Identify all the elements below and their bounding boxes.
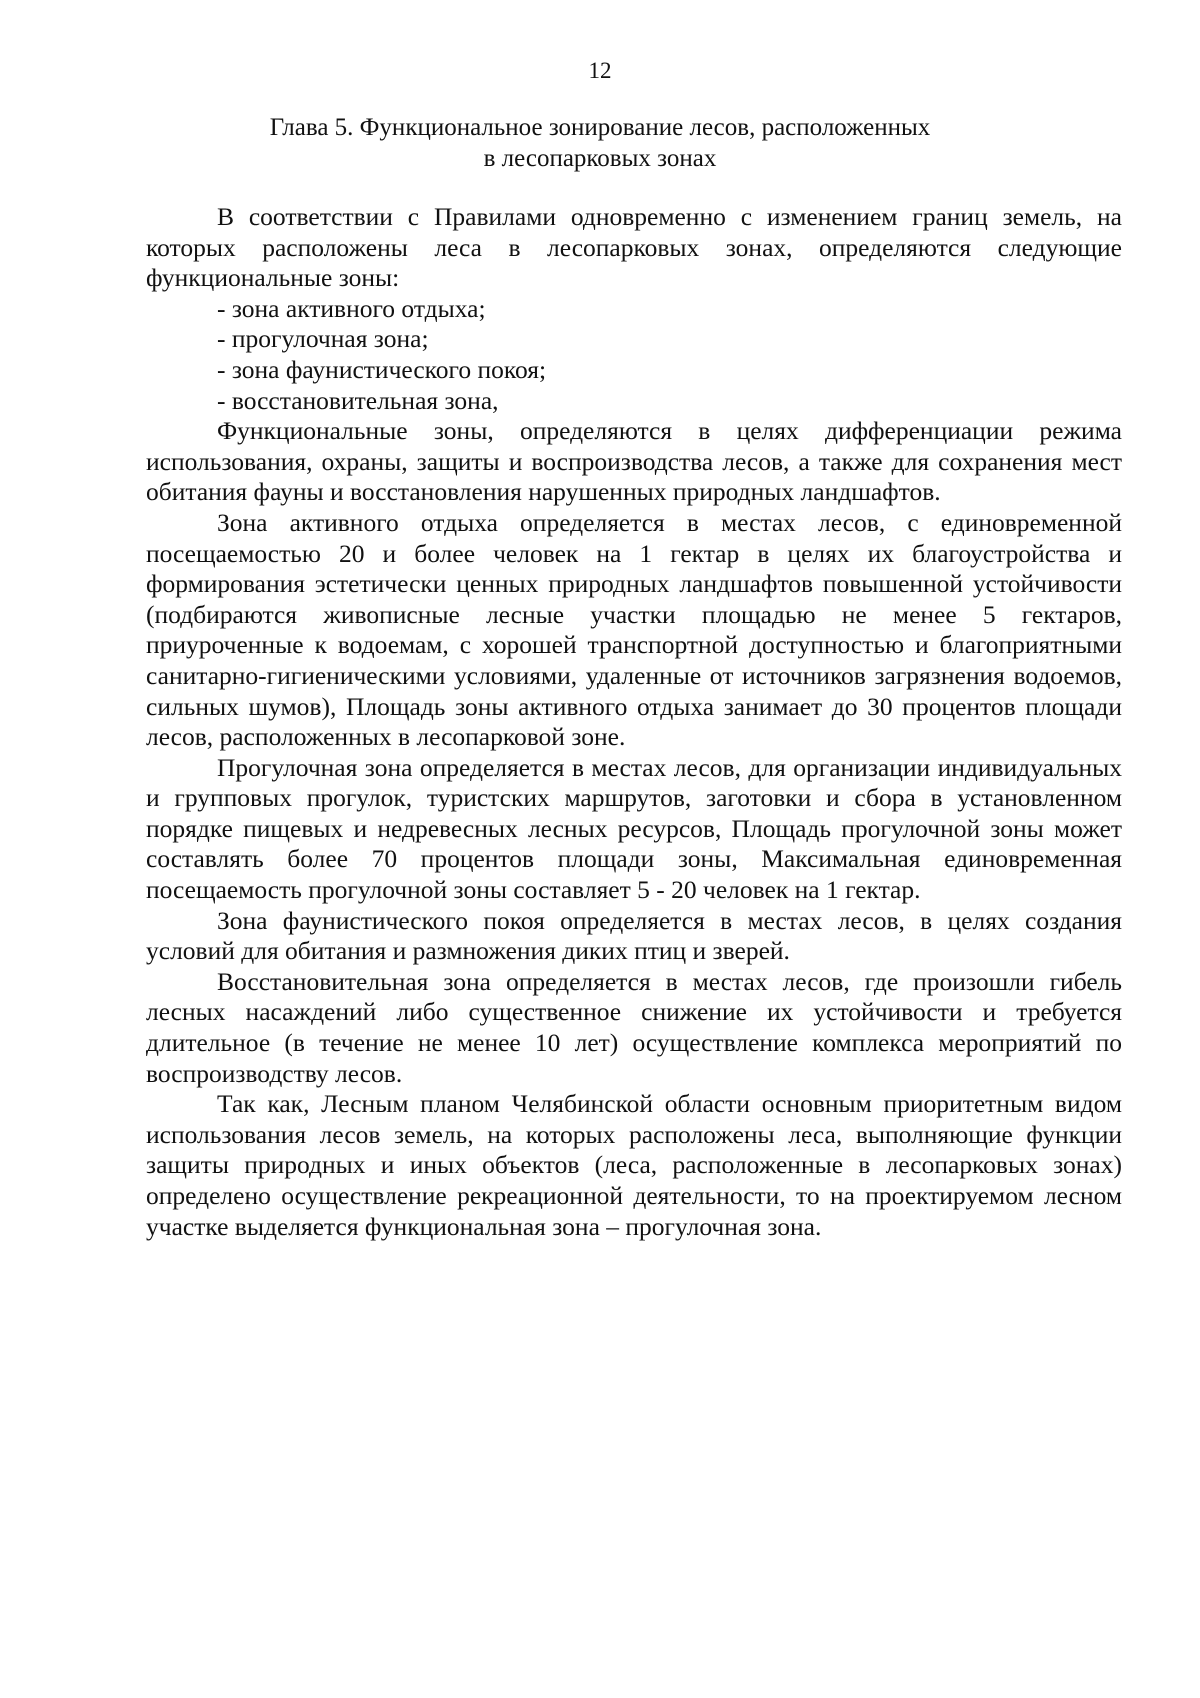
paragraph-active-rest-zone: Зона активного отдыха определяется в местах лесов, с единовременной посещаемостью 20 и более человек на 1 гектар в целях их благоустройства и формирования эстетически ценных природных ландшафтов повышенной устойчивости (подбираются живописные лесные участки площадью не менее 5 гектаров, приуроченные к водоемам, с хорошей транспортной доступностью и благоприятными санитарно-гигиеническими условиями, удаленные от источников загрязнения водоемов, сильных шумов), Площадь зоны активного отдыха занимает до 30 процентов площади лесов, расположенных в лесопарковой зоне. [146,507,1122,752]
zone-list-item: - прогулочная зона; [217,324,429,354]
paragraph-purpose: Функциональные зоны, определяются в целях дифференциации режима использования, охраны, защиты и воспроизводства лесов, а также для сохранения мест обитания фауны и восстановления нарушенных природных ландшафтов. [146,416,1122,507]
body-text [146,202,1122,1242]
zone-list-item: - восстановительная зона, [217,385,499,415]
paragraph-faunistic-rest-zone: Зона фаунистического покоя определяется в местах лесов, в целях создания условий для обитания и размножения диких птиц и зверей. [146,905,1122,966]
paragraph-conclusion: Так как, Лесным планом Челябинской области основным приоритетным видом использования лесов земель, на которых расположены леса, выполняющие функции защиты природных и иных объектов (леса, расположенные в лесопарковых зонах) определено осуществление рекреационной деятельности, то на проектируемом лесном участке выделяется функциональная зона – прогулочная зона. [146,1089,1122,1241]
page-number: 12 [588,58,612,83]
zone-list-item: - зона фаунистического покоя; [217,354,547,384]
chapter-heading-line-1: Глава 5. Функциональное зонирование лесов, расположенных [269,114,931,141]
chapter-heading [200,112,1000,174]
intro-paragraph: В соответствии с Правилами одновременно с изменением границ земель, на которых расположены леса в лесопарковых зонах, определяются следующие функциональные зоны: [146,202,1122,293]
paragraph-walking-zone: Прогулочная зона определяется в местах лесов, для организации индивидуальных и групповых прогулок, туристских маршрутов, заготовки и сбора в установленном порядке пищевых и недревесных лесных ресурсов, Площадь прогулочной зоны может составлять более 70 процентов площади зоны, Максимальная единовременная посещаемость прогулочной зоны составляет 5 - 20 человек на 1 гектар. [146,752,1122,905]
chapter-heading-line-2: в лесопарковых зонах [483,145,717,172]
paragraph-restoration-zone: Восстановительная зона определяется в местах лесов, где произошли гибель лесных насаждений либо существенное снижение их устойчивости и требуется длительное (в течение не менее 10 лет) осуществление комплекса мероприятий по воспроизводству лесов. [146,966,1122,1088]
zone-list [146,294,1122,416]
zone-list-item: - зона активного отдыха; [217,293,486,323]
